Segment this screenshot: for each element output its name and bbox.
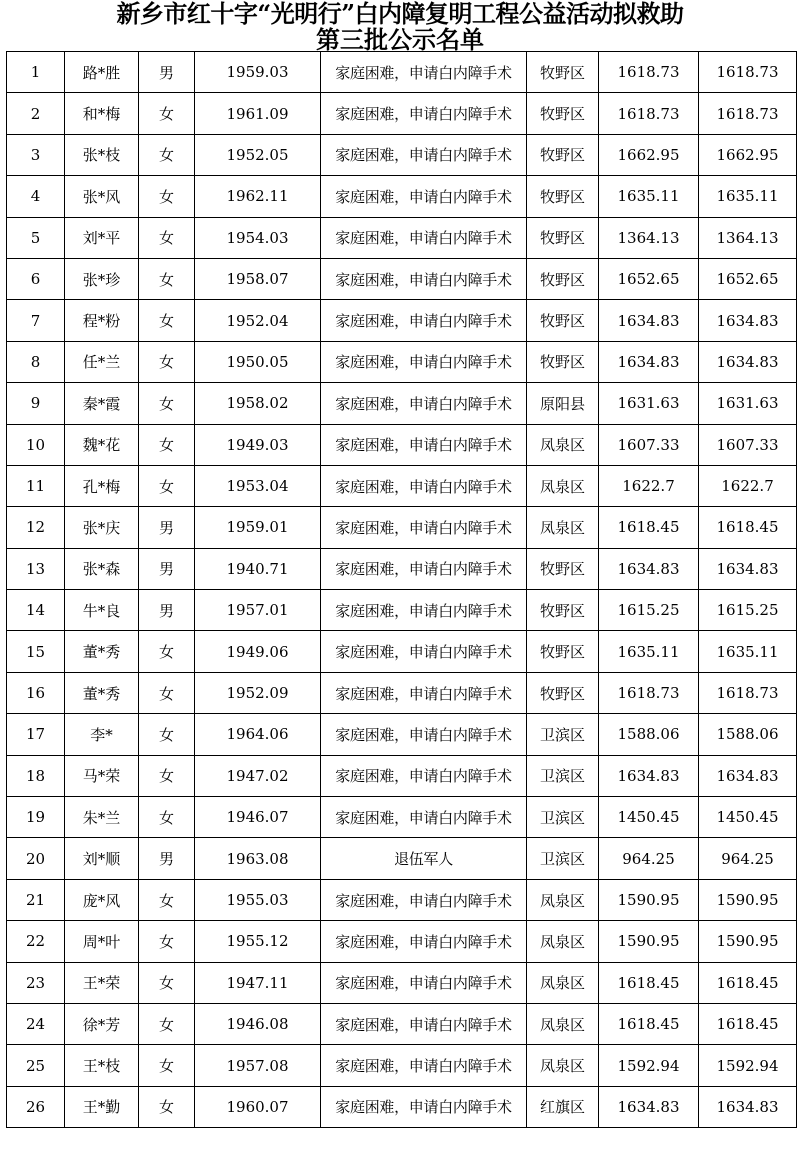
- cell-reason: 家庭困难，申请白内障手术: [321, 93, 527, 134]
- cell-name: 路*胜: [65, 52, 139, 93]
- cell-name: 董*秀: [65, 672, 139, 713]
- table-row: [7, 797, 797, 838]
- cell-district: 凤泉区: [527, 1045, 599, 1086]
- cell-birth-date: 1952.05: [195, 134, 321, 175]
- cell-reason: 家庭困难，申请白内障手术: [321, 507, 527, 548]
- cell-district: 凤泉区: [527, 465, 599, 506]
- cell-amount-approved: 964.25: [699, 838, 797, 879]
- cell-amount: 964.25: [599, 838, 699, 879]
- document-title: [0, 0, 800, 52]
- cell-birth-date: 1940.71: [195, 548, 321, 589]
- cell-district: 卫滨区: [527, 797, 599, 838]
- cell-birth-date: 1952.09: [195, 672, 321, 713]
- cell-gender: 女: [139, 631, 195, 672]
- cell-reason: 家庭困难，申请白内障手术: [321, 300, 527, 341]
- cell-number: 18: [7, 755, 65, 796]
- table-row: [7, 258, 797, 299]
- table-row: [7, 548, 797, 589]
- cell-birth-date: 1961.09: [195, 93, 321, 134]
- table-row: [7, 176, 797, 217]
- recipient-table: [6, 51, 797, 1128]
- cell-reason: 家庭困难，申请白内障手术: [321, 631, 527, 672]
- cell-amount: 1634.83: [599, 341, 699, 382]
- cell-number: 6: [7, 258, 65, 299]
- cell-birth-date: 1962.11: [195, 176, 321, 217]
- cell-name: 张*珍: [65, 258, 139, 299]
- cell-number: 22: [7, 921, 65, 962]
- cell-name: 和*梅: [65, 93, 139, 134]
- cell-gender: 男: [139, 548, 195, 589]
- cell-amount: 1618.73: [599, 52, 699, 93]
- cell-name: 周*叶: [65, 921, 139, 962]
- cell-name: 徐*芳: [65, 1003, 139, 1044]
- cell-district: 凤泉区: [527, 962, 599, 1003]
- cell-gender: 男: [139, 52, 195, 93]
- cell-reason: 家庭困难，申请白内障手术: [321, 424, 527, 465]
- cell-gender: 女: [139, 424, 195, 465]
- cell-birth-date: 1955.12: [195, 921, 321, 962]
- cell-amount-approved: 1590.95: [699, 879, 797, 920]
- cell-gender: 男: [139, 838, 195, 879]
- table-row: [7, 341, 797, 382]
- cell-name: 王*勤: [65, 1086, 139, 1127]
- cell-district: 凤泉区: [527, 879, 599, 920]
- table-row: [7, 838, 797, 879]
- table-row: [7, 631, 797, 672]
- cell-reason: 家庭困难，申请白内障手术: [321, 465, 527, 506]
- cell-birth-date: 1946.07: [195, 797, 321, 838]
- cell-amount: 1364.13: [599, 217, 699, 258]
- cell-birth-date: 1955.03: [195, 879, 321, 920]
- cell-birth-date: 1958.02: [195, 383, 321, 424]
- cell-district: 凤泉区: [527, 424, 599, 465]
- cell-number: 1: [7, 52, 65, 93]
- table-row: [7, 507, 797, 548]
- page-subtitle: 第三批公示名单: [316, 25, 484, 54]
- table-row: [7, 1086, 797, 1127]
- cell-reason: 家庭困难，申请白内障手术: [321, 548, 527, 589]
- table-row: [7, 879, 797, 920]
- cell-birth-date: 1952.04: [195, 300, 321, 341]
- cell-reason: 家庭困难，申请白内障手术: [321, 217, 527, 258]
- cell-reason: 家庭困难，申请白内障手术: [321, 797, 527, 838]
- cell-amount-approved: 1592.94: [699, 1045, 797, 1086]
- cell-amount-approved: 1618.45: [699, 962, 797, 1003]
- cell-gender: 女: [139, 962, 195, 1003]
- cell-district: 牧野区: [527, 217, 599, 258]
- cell-amount: 1450.45: [599, 797, 699, 838]
- cell-gender: 女: [139, 672, 195, 713]
- cell-number: 11: [7, 465, 65, 506]
- cell-amount-approved: 1622.7: [699, 465, 797, 506]
- cell-number: 3: [7, 134, 65, 175]
- cell-district: 牧野区: [527, 93, 599, 134]
- table-row: [7, 755, 797, 796]
- cell-name: 魏*花: [65, 424, 139, 465]
- table-row: [7, 424, 797, 465]
- cell-district: 牧野区: [527, 52, 599, 93]
- cell-name: 程*粉: [65, 300, 139, 341]
- cell-amount: 1592.94: [599, 1045, 699, 1086]
- table-body: [7, 52, 797, 1128]
- cell-gender: 女: [139, 134, 195, 175]
- cell-gender: 女: [139, 465, 195, 506]
- cell-gender: 女: [139, 300, 195, 341]
- cell-number: 9: [7, 383, 65, 424]
- cell-name: 朱*兰: [65, 797, 139, 838]
- cell-amount-approved: 1615.25: [699, 590, 797, 631]
- cell-reason: 家庭困难，申请白内障手术: [321, 134, 527, 175]
- cell-amount: 1618.45: [599, 962, 699, 1003]
- cell-district: 牧野区: [527, 134, 599, 175]
- cell-name: 张*枝: [65, 134, 139, 175]
- cell-reason: 家庭困难，申请白内障手术: [321, 176, 527, 217]
- cell-gender: 女: [139, 714, 195, 755]
- cell-name: 李*: [65, 714, 139, 755]
- table-row: [7, 590, 797, 631]
- cell-name: 张*庆: [65, 507, 139, 548]
- cell-gender: 男: [139, 507, 195, 548]
- cell-district: 牧野区: [527, 176, 599, 217]
- cell-amount-approved: 1618.73: [699, 93, 797, 134]
- table-row: [7, 300, 797, 341]
- cell-name: 孔*梅: [65, 465, 139, 506]
- table-row: [7, 93, 797, 134]
- cell-name: 王*枝: [65, 1045, 139, 1086]
- cell-name: 马*荣: [65, 755, 139, 796]
- cell-birth-date: 1947.11: [195, 962, 321, 1003]
- table-row: [7, 921, 797, 962]
- cell-amount: 1618.73: [599, 93, 699, 134]
- cell-amount: 1634.83: [599, 1086, 699, 1127]
- cell-reason: 家庭困难，申请白内障手术: [321, 341, 527, 382]
- cell-gender: 女: [139, 1003, 195, 1044]
- cell-district: 凤泉区: [527, 1003, 599, 1044]
- cell-number: 23: [7, 962, 65, 1003]
- cell-name: 庞*风: [65, 879, 139, 920]
- cell-number: 19: [7, 797, 65, 838]
- cell-amount: 1634.83: [599, 300, 699, 341]
- cell-amount-approved: 1635.11: [699, 631, 797, 672]
- table-row: [7, 672, 797, 713]
- cell-birth-date: 1953.04: [195, 465, 321, 506]
- cell-district: 牧野区: [527, 590, 599, 631]
- cell-name: 张*风: [65, 176, 139, 217]
- cell-number: 26: [7, 1086, 65, 1127]
- cell-number: 4: [7, 176, 65, 217]
- cell-gender: 女: [139, 217, 195, 258]
- cell-amount-approved: 1634.83: [699, 300, 797, 341]
- cell-number: 2: [7, 93, 65, 134]
- cell-reason: 家庭困难，申请白内障手术: [321, 1003, 527, 1044]
- cell-name: 张*森: [65, 548, 139, 589]
- cell-amount: 1635.11: [599, 176, 699, 217]
- cell-birth-date: 1957.01: [195, 590, 321, 631]
- cell-amount: 1588.06: [599, 714, 699, 755]
- cell-amount-approved: 1631.63: [699, 383, 797, 424]
- cell-name: 刘*顺: [65, 838, 139, 879]
- table-row: [7, 52, 797, 93]
- cell-name: 董*秀: [65, 631, 139, 672]
- cell-number: 25: [7, 1045, 65, 1086]
- cell-birth-date: 1946.08: [195, 1003, 321, 1044]
- cell-number: 5: [7, 217, 65, 258]
- cell-reason: 家庭困难，申请白内障手术: [321, 714, 527, 755]
- cell-reason: 家庭困难，申请白内障手术: [321, 755, 527, 796]
- cell-number: 16: [7, 672, 65, 713]
- cell-gender: 女: [139, 755, 195, 796]
- table-row: [7, 134, 797, 175]
- cell-gender: 女: [139, 879, 195, 920]
- cell-reason: 家庭困难，申请白内障手术: [321, 672, 527, 713]
- cell-reason: 家庭困难，申请白内障手术: [321, 590, 527, 631]
- cell-amount: 1635.11: [599, 631, 699, 672]
- cell-gender: 女: [139, 93, 195, 134]
- cell-reason: 家庭困难，申请白内障手术: [321, 879, 527, 920]
- cell-number: 7: [7, 300, 65, 341]
- cell-amount-approved: 1607.33: [699, 424, 797, 465]
- cell-amount-approved: 1450.45: [699, 797, 797, 838]
- cell-amount: 1590.95: [599, 879, 699, 920]
- cell-amount: 1618.45: [599, 507, 699, 548]
- cell-amount: 1618.45: [599, 1003, 699, 1044]
- cell-amount: 1590.95: [599, 921, 699, 962]
- cell-birth-date: 1950.05: [195, 341, 321, 382]
- table-row: [7, 465, 797, 506]
- cell-gender: 女: [139, 797, 195, 838]
- cell-gender: 女: [139, 383, 195, 424]
- cell-birth-date: 1954.03: [195, 217, 321, 258]
- cell-name: 秦*霞: [65, 383, 139, 424]
- cell-birth-date: 1958.07: [195, 258, 321, 299]
- cell-number: 14: [7, 590, 65, 631]
- cell-number: 15: [7, 631, 65, 672]
- cell-amount-approved: 1590.95: [699, 921, 797, 962]
- table-row: [7, 217, 797, 258]
- cell-district: 牧野区: [527, 258, 599, 299]
- cell-birth-date: 1959.01: [195, 507, 321, 548]
- cell-number: 13: [7, 548, 65, 589]
- cell-number: 12: [7, 507, 65, 548]
- cell-amount: 1618.73: [599, 672, 699, 713]
- cell-amount: 1662.95: [599, 134, 699, 175]
- cell-amount-approved: 1634.83: [699, 755, 797, 796]
- cell-gender: 女: [139, 1086, 195, 1127]
- cell-reason: 家庭困难，申请白内障手术: [321, 962, 527, 1003]
- cell-amount-approved: 1634.83: [699, 548, 797, 589]
- cell-district: 牧野区: [527, 341, 599, 382]
- cell-number: 21: [7, 879, 65, 920]
- cell-amount: 1622.7: [599, 465, 699, 506]
- cell-reason: 家庭困难，申请白内障手术: [321, 52, 527, 93]
- cell-gender: 男: [139, 590, 195, 631]
- cell-birth-date: 1960.07: [195, 1086, 321, 1127]
- cell-amount-approved: 1634.83: [699, 1086, 797, 1127]
- cell-amount-approved: 1618.45: [699, 507, 797, 548]
- cell-reason: 家庭困难，申请白内障手术: [321, 1045, 527, 1086]
- cell-district: 凤泉区: [527, 921, 599, 962]
- cell-name: 牛*良: [65, 590, 139, 631]
- cell-district: 牧野区: [527, 300, 599, 341]
- table-row: [7, 1045, 797, 1086]
- cell-birth-date: 1949.03: [195, 424, 321, 465]
- cell-name: 任*兰: [65, 341, 139, 382]
- cell-amount-approved: 1618.45: [699, 1003, 797, 1044]
- cell-gender: 女: [139, 921, 195, 962]
- cell-amount-approved: 1618.73: [699, 672, 797, 713]
- cell-reason: 家庭困难，申请白内障手术: [321, 921, 527, 962]
- cell-reason: 家庭困难，申请白内障手术: [321, 1086, 527, 1127]
- cell-amount-approved: 1634.83: [699, 341, 797, 382]
- cell-amount: 1607.33: [599, 424, 699, 465]
- cell-amount-approved: 1364.13: [699, 217, 797, 258]
- cell-birth-date: 1957.08: [195, 1045, 321, 1086]
- cell-district: 牧野区: [527, 631, 599, 672]
- cell-gender: 女: [139, 341, 195, 382]
- cell-district: 红旗区: [527, 1086, 599, 1127]
- cell-amount: 1615.25: [599, 590, 699, 631]
- cell-gender: 女: [139, 258, 195, 299]
- cell-number: 17: [7, 714, 65, 755]
- cell-district: 卫滨区: [527, 714, 599, 755]
- page-title: 新乡市红十字“光明行”白内障复明工程公益活动拟救助: [116, 0, 684, 28]
- cell-number: 10: [7, 424, 65, 465]
- cell-amount: 1634.83: [599, 548, 699, 589]
- cell-reason: 家庭困难，申请白内障手术: [321, 383, 527, 424]
- table-row: [7, 714, 797, 755]
- cell-name: 刘*平: [65, 217, 139, 258]
- cell-amount-approved: 1618.73: [699, 52, 797, 93]
- cell-number: 8: [7, 341, 65, 382]
- cell-birth-date: 1959.03: [195, 52, 321, 93]
- cell-district: 卫滨区: [527, 838, 599, 879]
- cell-district: 牧野区: [527, 672, 599, 713]
- cell-reason: 退伍军人: [321, 838, 527, 879]
- cell-amount-approved: 1662.95: [699, 134, 797, 175]
- cell-district: 原阳县: [527, 383, 599, 424]
- table-row: [7, 383, 797, 424]
- cell-district: 凤泉区: [527, 507, 599, 548]
- cell-birth-date: 1963.08: [195, 838, 321, 879]
- cell-number: 20: [7, 838, 65, 879]
- cell-number: 24: [7, 1003, 65, 1044]
- cell-district: 牧野区: [527, 548, 599, 589]
- table-row: [7, 962, 797, 1003]
- cell-district: 卫滨区: [527, 755, 599, 796]
- cell-amount-approved: 1635.11: [699, 176, 797, 217]
- cell-name: 王*荣: [65, 962, 139, 1003]
- cell-birth-date: 1949.06: [195, 631, 321, 672]
- cell-amount: 1631.63: [599, 383, 699, 424]
- cell-amount: 1652.65: [599, 258, 699, 299]
- table-row: [7, 1003, 797, 1044]
- cell-gender: 女: [139, 176, 195, 217]
- cell-birth-date: 1964.06: [195, 714, 321, 755]
- cell-amount-approved: 1588.06: [699, 714, 797, 755]
- cell-amount: 1634.83: [599, 755, 699, 796]
- cell-gender: 女: [139, 1045, 195, 1086]
- cell-amount-approved: 1652.65: [699, 258, 797, 299]
- cell-birth-date: 1947.02: [195, 755, 321, 796]
- cell-reason: 家庭困难，申请白内障手术: [321, 258, 527, 299]
